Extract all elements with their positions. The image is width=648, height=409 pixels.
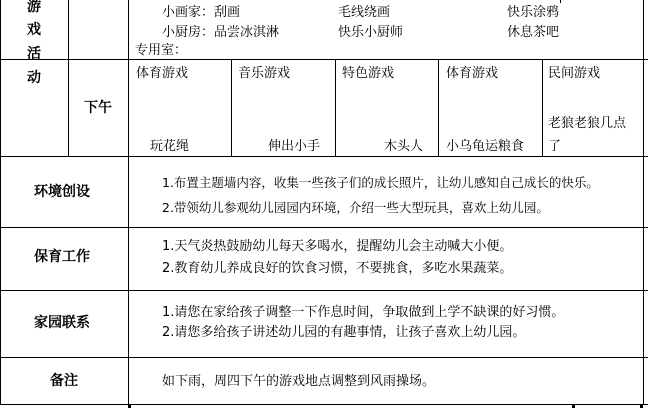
- game-name: 木头人: [384, 139, 424, 154]
- environment-item: 2.带领幼儿参观幼儿园园内环境，介绍一些大型玩具，喜欢上幼儿园。: [162, 200, 549, 215]
- activity-item: 快乐涂鸦: [507, 5, 560, 20]
- page-corner-mark: [128, 405, 131, 408]
- game-name: 老狼老狼几点: [548, 116, 627, 131]
- section-label-char: 动: [27, 70, 41, 86]
- table-border: [0, 404, 648, 405]
- notes-text: 如下雨，周四下午的游戏地点调整到风雨操场。: [162, 374, 436, 389]
- game-name: 了: [548, 139, 562, 154]
- table-border: [335, 59, 336, 157]
- activity-item: 休息茶吧: [507, 25, 560, 40]
- notes-label: 备注: [50, 373, 78, 389]
- game-name: 伸出小手: [268, 139, 321, 154]
- activity-item: 小厨房：品尝冰淇淋: [162, 25, 280, 40]
- home-item: 2.请您多给孩子讲述幼儿园的有趣事情，让孩子喜欢上幼儿园。: [162, 325, 526, 340]
- game-name: 玩花绳: [150, 139, 190, 154]
- page-corner-mark: [572, 405, 575, 408]
- table-border: [542, 59, 543, 157]
- section-label-char: 活: [27, 46, 41, 62]
- table-border: [0, 0, 1, 405]
- environment-item: 1.布置主题墙内容，收集一些孩子们的成长照片，让幼儿感知自己成长的快乐。: [162, 175, 599, 190]
- page-corner-mark: [640, 405, 643, 408]
- special-room-label: 专用室：: [135, 43, 188, 58]
- table-border: [0, 156, 648, 157]
- table-border: [0, 357, 648, 358]
- home-item: 1.请您在家给孩子调整一下作息时间，争取做到上学不缺课的好习惯。: [162, 305, 565, 320]
- activity-item: 毛线绕画: [338, 5, 391, 20]
- environment-label: 环境创设: [34, 184, 90, 200]
- table-border: [128, 0, 129, 405]
- game-type-header: 特色游戏: [342, 66, 395, 81]
- section-label-char: 游: [27, 0, 41, 15]
- game-type-header: 体育游戏: [136, 66, 189, 81]
- afternoon-label: 下午: [84, 100, 112, 116]
- activity-item: 快乐小厨师: [338, 25, 404, 40]
- activity-item: 小画家：刮画: [162, 5, 241, 20]
- game-type-header: 民间游戏: [548, 66, 601, 81]
- table-border: [643, 0, 644, 405]
- section-label-char: 戏: [27, 22, 41, 38]
- care-item: 2.教育幼儿养成良好的饮食习惯，不要挑食，多吃水果蔬菜。: [162, 261, 513, 276]
- game-type-header: 音乐游戏: [238, 66, 291, 81]
- care-label: 保育工作: [34, 249, 90, 265]
- game-type-header: 体育游戏: [446, 66, 499, 81]
- table-border: [0, 227, 648, 228]
- table-border: [560, 0, 561, 3]
- game-name: 小乌龟运粮食: [446, 139, 525, 154]
- table-border: [0, 59, 648, 60]
- care-item: 1.天气炎热鼓励幼儿每天多喝水，提醒幼儿会主动喊大小便。: [162, 239, 513, 254]
- home-label: 家园联系: [34, 315, 90, 331]
- table-border: [231, 59, 232, 157]
- table-border: [438, 59, 439, 157]
- table-border: [0, 290, 648, 291]
- table-border: [68, 0, 69, 157]
